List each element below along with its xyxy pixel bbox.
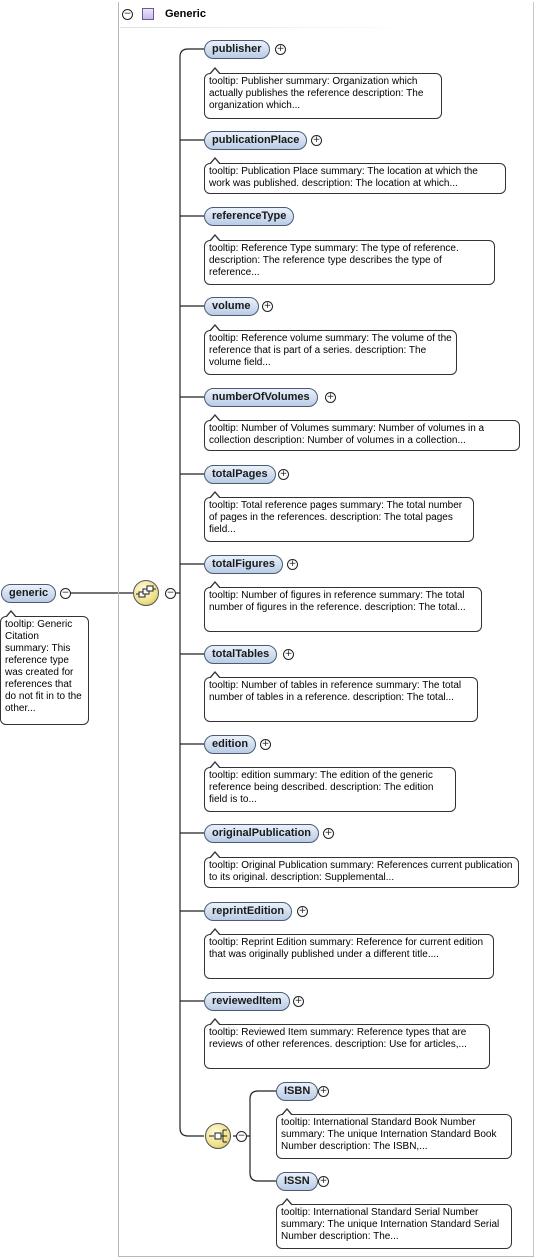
- root-element-generic[interactable]: generic: [1, 584, 56, 603]
- tooltip-originalPublication: tooltip: Original Publication summary: References current publication to its original. description: Supplemental...: [204, 857, 519, 888]
- expand-icon[interactable]: +: [324, 828, 333, 838]
- tooltip-ISSN: tooltip: International Standard Serial Number summary: The unique Internation Standard Serial Number description: The...: [276, 1204, 512, 1249]
- expand-icon[interactable]: +: [279, 469, 288, 479]
- group-collapse-icon[interactable]: −: [123, 9, 132, 19]
- expand-icon[interactable]: +: [261, 739, 270, 749]
- tooltip-numberOfVolumes: tooltip: Number of Volumes summary: Number of volumes in a collection description: Number of volumes in a collection...: [204, 420, 520, 451]
- element-publicationPlace[interactable]: publicationPlace: [204, 131, 307, 150]
- expand-icon[interactable]: +: [263, 301, 272, 311]
- sequence-collapse-icon[interactable]: −: [166, 588, 175, 598]
- tooltip-volume: tooltip: Reference volume summary: The volume of the reference that is part of a series. description: The volume field...: [204, 330, 457, 375]
- element-referenceType[interactable]: referenceType: [204, 207, 294, 226]
- element-publisher[interactable]: publisher: [204, 40, 270, 59]
- element-ISBN[interactable]: ISBN: [276, 1082, 318, 1101]
- expand-icon[interactable]: +: [288, 559, 297, 569]
- choice-collapse-icon[interactable]: −: [237, 1131, 246, 1141]
- expand-icon[interactable]: +: [276, 44, 285, 54]
- tooltip-publicationPlace: tooltip: Publication Place summary: The location at which the work was published. description: The location at which...: [204, 163, 506, 194]
- choice-compositor-icon[interactable]: [205, 1123, 231, 1149]
- tooltip-ISBN: tooltip: International Standard Book Number summary: The unique Internation Standard Book Number description: The ISBN,...: [276, 1114, 512, 1159]
- expand-icon[interactable]: +: [284, 649, 293, 659]
- root-tooltip: tooltip: Generic Citation summary: This reference type was created for references that do not fit in to the other...: [0, 616, 89, 725]
- tooltip-edition: tooltip: edition summary: The edition of the generic reference being described. description: The edition field is to...: [204, 767, 456, 812]
- expand-icon[interactable]: +: [319, 1176, 328, 1186]
- element-edition[interactable]: edition: [204, 735, 256, 754]
- tooltip-totalTables: tooltip: Number of tables in reference summary: The total number of tables in a reference. description: The total...: [204, 677, 478, 722]
- group-title: Generic: [165, 8, 206, 20]
- expand-icon[interactable]: +: [326, 392, 335, 402]
- tooltip-referenceType: tooltip: Reference Type summary: The type of reference. description: The reference type describes the type of reference...: [204, 240, 495, 285]
- root-collapse-icon[interactable]: −: [61, 588, 70, 598]
- element-reprintEdition[interactable]: reprintEdition: [204, 902, 292, 921]
- expand-icon[interactable]: +: [298, 906, 307, 916]
- group-square-icon: [142, 8, 154, 20]
- expand-icon[interactable]: +: [312, 135, 321, 145]
- choice-icon: [206, 1124, 230, 1148]
- tooltip-reprintEdition: tooltip: Reprint Edition summary: Reference for current edition that was originally published under a different title....: [204, 934, 494, 979]
- element-totalTables[interactable]: totalTables: [204, 645, 277, 664]
- tooltip-totalFigures: tooltip: Number of figures in reference summary: The total number of figures in the reference. description: The total...: [204, 587, 482, 632]
- element-numberOfVolumes[interactable]: numberOfVolumes: [204, 388, 318, 407]
- expand-icon[interactable]: +: [294, 996, 303, 1006]
- sequence-compositor-icon[interactable]: [133, 580, 159, 606]
- group-divider: [120, 27, 420, 28]
- expand-icon[interactable]: +: [319, 1086, 328, 1096]
- element-totalFigures[interactable]: totalFigures: [204, 555, 283, 574]
- element-originalPublication[interactable]: originalPublication: [204, 824, 319, 843]
- sequence-icon: [134, 581, 158, 605]
- tooltip-reviewedItem: tooltip: Reviewed Item summary: Reference types that are reviews of other references. description: Use for articles,...: [204, 1024, 490, 1069]
- element-totalPages[interactable]: totalPages: [204, 465, 276, 484]
- element-volume[interactable]: volume: [204, 297, 259, 316]
- tooltip-totalPages: tooltip: Total reference pages summary: The total number of pages in the references. description: The total pages field...: [204, 497, 474, 542]
- element-reviewedItem[interactable]: reviewedItem: [204, 992, 290, 1011]
- tooltip-publisher: tooltip: Publisher summary: Organization which actually publishes the reference description: The organization which...: [204, 73, 442, 119]
- element-ISSN[interactable]: ISSN: [276, 1172, 318, 1191]
